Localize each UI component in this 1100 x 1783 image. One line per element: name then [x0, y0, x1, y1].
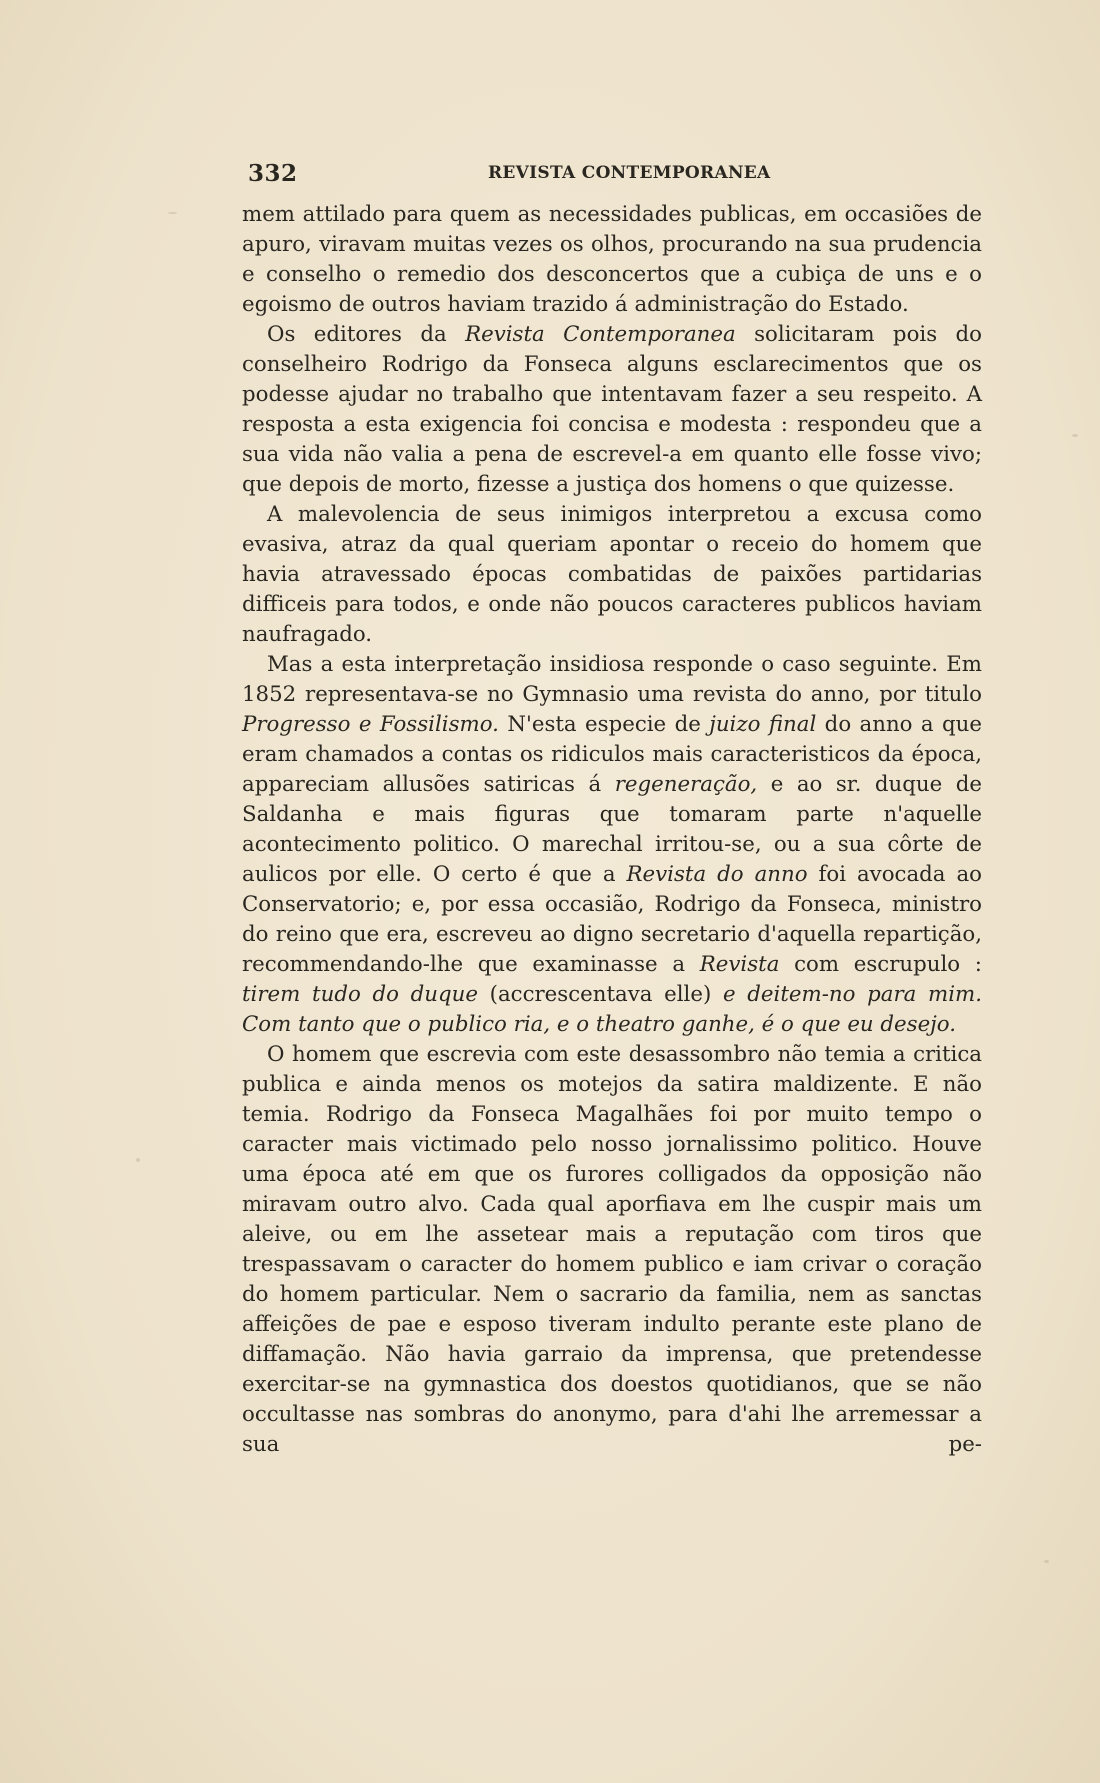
- paragraph-1: mem attilado para quem as necessidades publicas, em occasiões de apuro, viravam muitas vezes os olhos, procurando na sua prudencia e conselho o remedio dos desconcertos que a cubiça de uns e o egoismo de outros haviam trazido á administração do Estado.: [242, 202, 982, 317]
- text-run: e ao sr. duque de Saldanha e mais figuras que tomaram parte n'aquelle acontecimento politico. O marechal irritou-se, ou a sua côrte de aulicos por elle. O certo é que a: [242, 772, 982, 887]
- italic-run: juizo final: [709, 712, 817, 737]
- paper-spot: [168, 212, 177, 214]
- italic-run: Revista do anno: [626, 862, 808, 887]
- italic-run: e deitem-no para mim. Com tanto que o publico ria, e o theatro ganhe, é o que eu desejo.: [242, 982, 982, 1037]
- paragraph-2: [242, 320, 982, 500]
- paper-spot: [1044, 1560, 1049, 1563]
- page-number: 332: [248, 160, 298, 187]
- text-run: N'esta especie de: [498, 712, 710, 737]
- paragraph-3: A malevolencia de seus inimigos interpretou a excusa como evasiva, atraz da qual queriam apontar o receio do homem que havia atravessado épocas combatidas de paixões partidarias difficeis para todos, e onde não poucos caracteres publicos haviam naufragado.: [242, 502, 982, 647]
- running-title: REVISTA CONTEMPORANEA: [488, 163, 771, 183]
- text-run: Os editores da: [267, 322, 466, 347]
- page-header: [248, 160, 988, 190]
- paper-spot: [1072, 434, 1078, 437]
- text-run: com escrupulo :: [779, 952, 982, 977]
- body-text: [242, 200, 982, 1460]
- text-run: foi avocada ao Conservatorio; e, por essa occasião, Rodrigo da Fonseca, ministro do reino que era, escreveu ao digno secretario d'aquella repartição, recommendando-lhe que examinasse a: [242, 862, 982, 977]
- paragraph-5: O homem que escrevia com este desassombro não temia a critica publica e ainda menos os motejos da satira maldizente. E não temia. Rodrigo da Fonseca Magalhães foi por muito tempo o caracter mais victimado pelo nosso jornalissimo politico. Houve uma época até em que os furores colligados da opposição não miravam outro alvo. Cada qual aporfiava em lhe cuspir mais um aleive, ou em lhe assetear mais a reputação com tiros que trespassavam o caracter do homem publico e iam crivar o coração do homem particular. Nem o sacrario da familia, nem as sanctas affeições de pae e esposo tiveram indulto perante este plano de diffamação. Não havia garraio da imprensa, que pretendesse exercitar-se na gymnastica dos doestos quotidianos, que se não occultasse nas sombras do anonymo, para d'ahi lhe arremessar a sua pe-: [242, 1042, 982, 1457]
- paragraph-4: [242, 650, 982, 1040]
- text-run: Mas a esta interpretação insidiosa responde o caso seguinte. Em 1852 representava-se no Gymnasio uma revista do anno, por titulo: [242, 652, 982, 707]
- text-run: do anno a que eram chamados a contas os ridiculos mais caracteristicos da época, appareciam allusões satiricas á: [242, 712, 982, 797]
- text-run: (accrescentava elle): [477, 982, 723, 1007]
- italic-run: regeneração,: [614, 772, 758, 797]
- italic-run: tirem tudo do duque: [242, 982, 478, 1007]
- italic-run: Revista Contemporanea: [465, 322, 736, 347]
- italic-run: Revista: [699, 952, 780, 977]
- italic-run: Progresso e Fossilismo.: [242, 712, 499, 737]
- paper-spot: [136, 1158, 140, 1162]
- text-run: solicitaram pois do conselheiro Rodrigo da Fonseca alguns esclarecimentos que os podesse ajudar no trabalho que intentavam fazer a seu respeito. A resposta a esta exigencia foi concisa e modesta : respondeu que a sua vida não valia a pena de escrevel-a em quanto elle fosse vivo; que depois de morto, fizesse a justiça dos homens o que quizesse.: [242, 322, 982, 497]
